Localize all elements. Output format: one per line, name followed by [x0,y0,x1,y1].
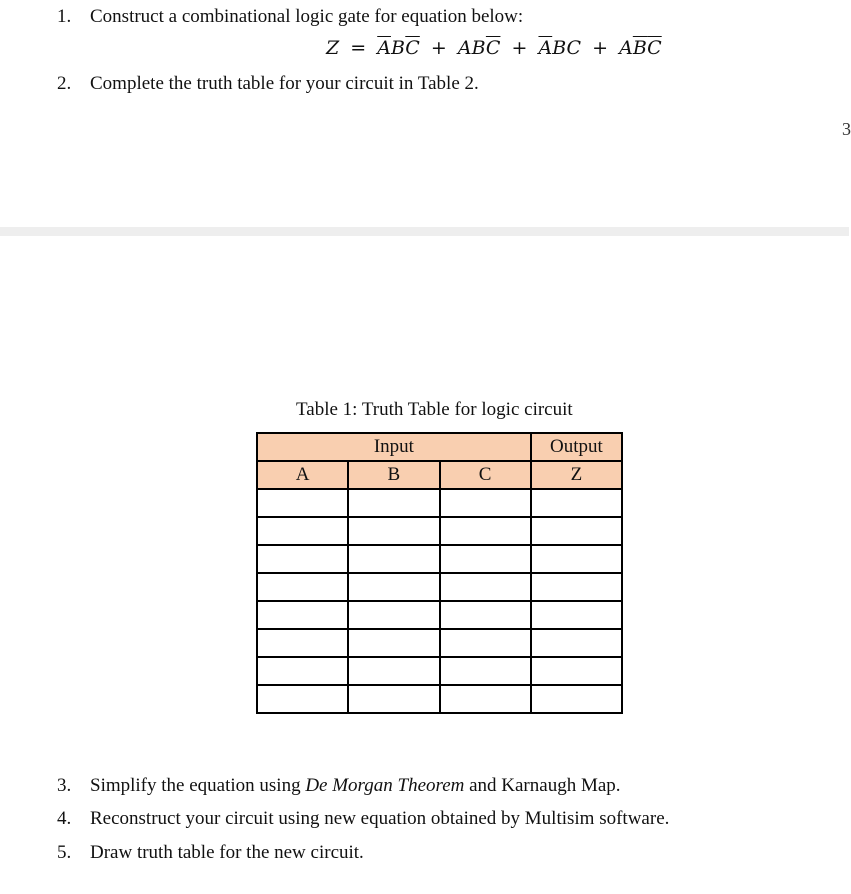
item-text: Reconstruct your circuit using new equation obtained by Multisim software. [90,808,670,829]
column-header-a: A [257,461,348,489]
table-row [257,685,622,713]
table-row [257,517,622,545]
table-row [257,573,622,601]
logic-equation: $Z = \overline{A}B\overline{C} + AB\overline{C} + \overline{A}BC + A\overline{B}\overline{C}$ [326,37,662,59]
equation-lhs: Z [326,37,340,59]
input-group-header: Input [257,433,531,461]
item-text: Draw truth table for the new circuit. [90,842,364,863]
item-number: 5. [57,842,72,863]
column-header-c: C [440,461,531,489]
table-row [257,545,622,573]
item-number: 4. [57,808,72,829]
item-number: 1. [57,6,72,27]
item-number: 3. [57,775,72,796]
column-header-b: B [348,461,439,489]
table-row [257,629,622,657]
term-1: $\overline{A}B\overline{C}$ [377,37,420,59]
table-caption: Table 1: Truth Table for logic circuit [296,399,573,420]
output-group-header: Output [531,433,622,461]
page-divider [0,227,849,236]
term-2: $AB\overline{C}$ [457,37,501,59]
item-text: Simplify the equation using De Morgan Theorem and Karnaugh Map. [90,775,621,796]
truth-table [256,432,623,714]
term-4: $A\overline{B}\overline{C}$ [619,37,662,59]
term-3: $\overline{A}BC$ [538,37,582,59]
table-row [257,601,622,629]
table-row [257,657,622,685]
equation-equals: = [350,37,367,59]
theorem-name: De Morgan Theorem [305,775,465,796]
item-text: Construct a combinational logic gate for equation below: [90,6,524,27]
table-row [257,489,622,517]
item-text: Complete the truth table for your circuit in Table 2. [90,73,479,94]
item-number: 2. [57,73,72,94]
column-header-z: Z [531,461,622,489]
cropped-page-number: 3 [842,119,851,139]
